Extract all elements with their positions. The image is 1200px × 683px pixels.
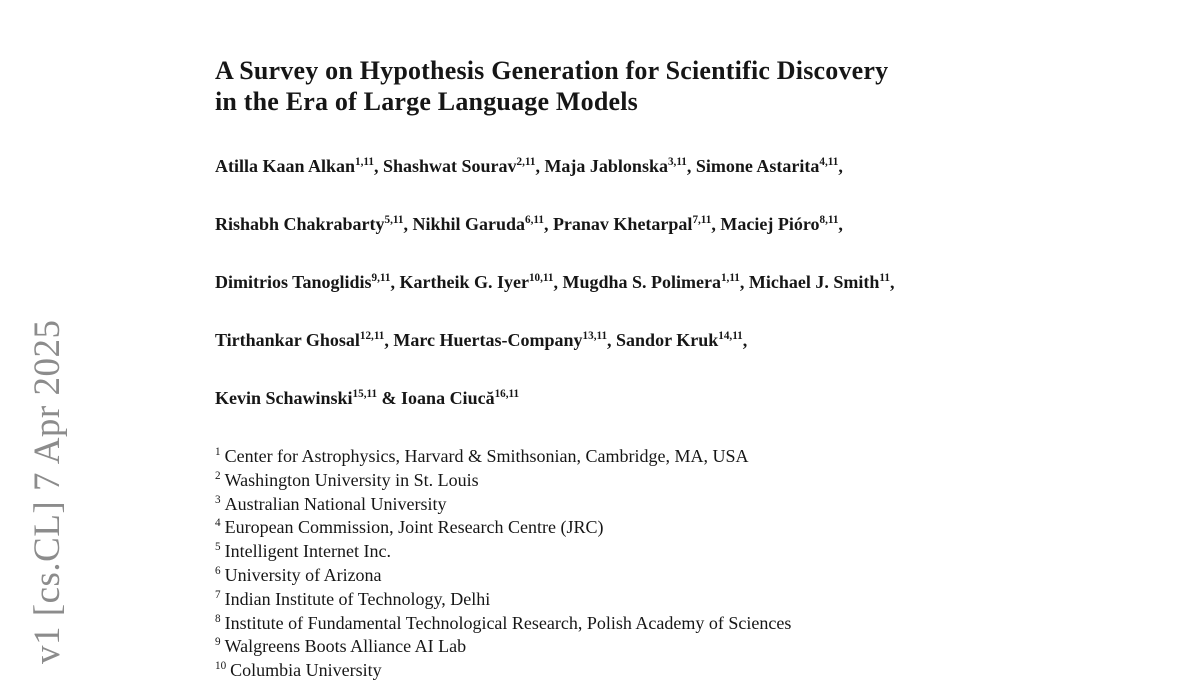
affiliation-name: University of Arizona: [224, 564, 382, 585]
affiliation-item: [215, 588, 1045, 612]
affiliation-name: Columbia University: [230, 660, 382, 681]
affiliation-name: Institute of Fundamental Technological Research, Polish Academy of Sciences: [224, 612, 792, 633]
author-affiliation-superscript: 3,11: [667, 156, 687, 168]
affiliation-number: 10: [215, 660, 227, 673]
author-affiliation-superscript: 15,11: [352, 388, 378, 400]
author-name: Marc Huertas-Company: [393, 330, 583, 350]
affiliation-number: 4: [215, 517, 221, 530]
author-affiliation-superscript: 1,11: [355, 156, 374, 168]
author-line: Rishabh Chakrabarty$^{5,11}$, Nikhil Garuda$^{6,11}$, Pranav Khetarpal$^{7,11}$, Maciej Pióro$^{8,11}$,: [215, 214, 843, 234]
author-list: [215, 155, 1045, 409]
author-name: Ioana Ciucă: [401, 388, 495, 408]
arxiv-sidebar-stamp: v1 [cs.CL] 7 Apr 2025: [27, 319, 68, 664]
author-name: Nikhil Garuda: [412, 214, 526, 234]
affiliation-list: [215, 445, 1045, 683]
paper-title: [215, 55, 1045, 117]
affiliation-item: [215, 516, 1045, 540]
affiliation-item: [215, 540, 1045, 564]
author-line: Tirthankar Ghosal$^{12,11}$, Marc Huertas-Company$^{13,11}$, Sandor Kruk$^{14,11}$,: [215, 330, 748, 350]
paper-title-line-1: A Survey on Hypothesis Generation for Scientific Discovery: [215, 56, 889, 85]
author-line: Atilla Kaan Alkan$^{1,11}$, Shashwat Sourav$^{2,11}$, Maja Jablonska$^{3,11}$, Simone Astarita$^{4,11}$,: [215, 156, 843, 176]
author-line: Dimitrios Tanoglidis$^{9,11}$, Kartheik G. Iyer$^{10,11}$, Mugdha S. Polimera$^{1,11}$, Michael J. Smith$^{11}$,: [215, 272, 895, 292]
affiliation-item: [215, 635, 1045, 659]
affiliation-number: 1: [215, 446, 221, 458]
affiliation-number: 6: [215, 564, 221, 577]
affiliation-item: [215, 659, 1045, 683]
affiliation-name: European Commission, Joint Research Centre (JRC): [224, 517, 604, 538]
author-affiliation-superscript: 7,11: [692, 214, 712, 226]
affiliation-name: Indian Institute of Technology, Delhi: [224, 588, 491, 609]
author-affiliation-superscript: 11: [879, 272, 890, 284]
affiliation-item: [215, 612, 1045, 636]
author-name: Michael J. Smith: [748, 272, 880, 292]
author-name: Dimitrios Tanoglidis: [215, 272, 372, 292]
affiliation-number: 9: [215, 636, 221, 649]
author-affiliation-superscript: 4,11: [819, 156, 839, 168]
author-affiliation-superscript: 1,11: [720, 272, 740, 284]
author-affiliation-superscript: 14,11: [718, 330, 743, 342]
affiliation-number: 3: [215, 493, 221, 506]
author-name: Simone Astarita: [695, 156, 820, 176]
author-name: Kevin Schawinski: [215, 388, 353, 408]
affiliation-item: [215, 445, 1045, 469]
paper-title-line-2: in the Era of Large Language Models: [215, 87, 638, 116]
affiliation-number: 7: [215, 588, 221, 601]
author-affiliation-superscript: 10,11: [528, 272, 554, 284]
author-name: Atilla Kaan Alkan: [215, 156, 356, 176]
affiliation-number: 5: [215, 541, 221, 554]
author-name: Sandor Kruk: [616, 330, 719, 350]
author-name: Shashwat Sourav: [382, 156, 517, 176]
author-affiliation-superscript: 8,11: [819, 214, 839, 226]
affiliation-item: [215, 469, 1045, 493]
author-affiliation-superscript: 2,11: [516, 156, 536, 168]
author-line: Kevin Schawinski$^{15,11}$ & Ioana Ciucă$^{16,11}$: [215, 388, 520, 408]
author-name: Mugdha S. Polimera: [562, 272, 721, 292]
paper-content: [215, 55, 1045, 683]
author-name: Rishabh Chakrabarty: [215, 214, 385, 234]
affiliation-name: Center for Astrophysics, Harvard & Smithsonian, Cambridge, MA, USA: [224, 446, 749, 466]
affiliation-name: Australian National University: [224, 493, 447, 514]
affiliation-number: 2: [215, 469, 221, 482]
affiliation-name: Walgreens Boots Alliance AI Lab: [224, 636, 467, 657]
affiliation-item: [215, 493, 1045, 517]
author-affiliation-superscript: 9,11: [371, 272, 391, 284]
author-affiliation-superscript: 12,11: [359, 330, 385, 342]
author-affiliation-superscript: 13,11: [582, 330, 608, 342]
affiliation-name: Intelligent Internet Inc.: [224, 541, 392, 562]
author-affiliation-superscript: 5,11: [384, 214, 404, 226]
author-name: Tirthankar Ghosal: [215, 330, 360, 350]
affiliation-number: 8: [215, 612, 221, 625]
author-affiliation-superscript: 6,11: [525, 214, 544, 226]
author-name: Maja Jablonska: [544, 156, 668, 176]
author-name: Kartheik G. Iyer: [399, 272, 529, 292]
affiliation-item: [215, 564, 1045, 588]
affiliation-name: Washington University in St. Louis: [224, 469, 479, 490]
author-name: Maciej Pióro: [720, 214, 820, 234]
author-affiliation-superscript: 16,11: [494, 388, 520, 400]
author-name: Pranav Khetarpal: [552, 214, 693, 234]
